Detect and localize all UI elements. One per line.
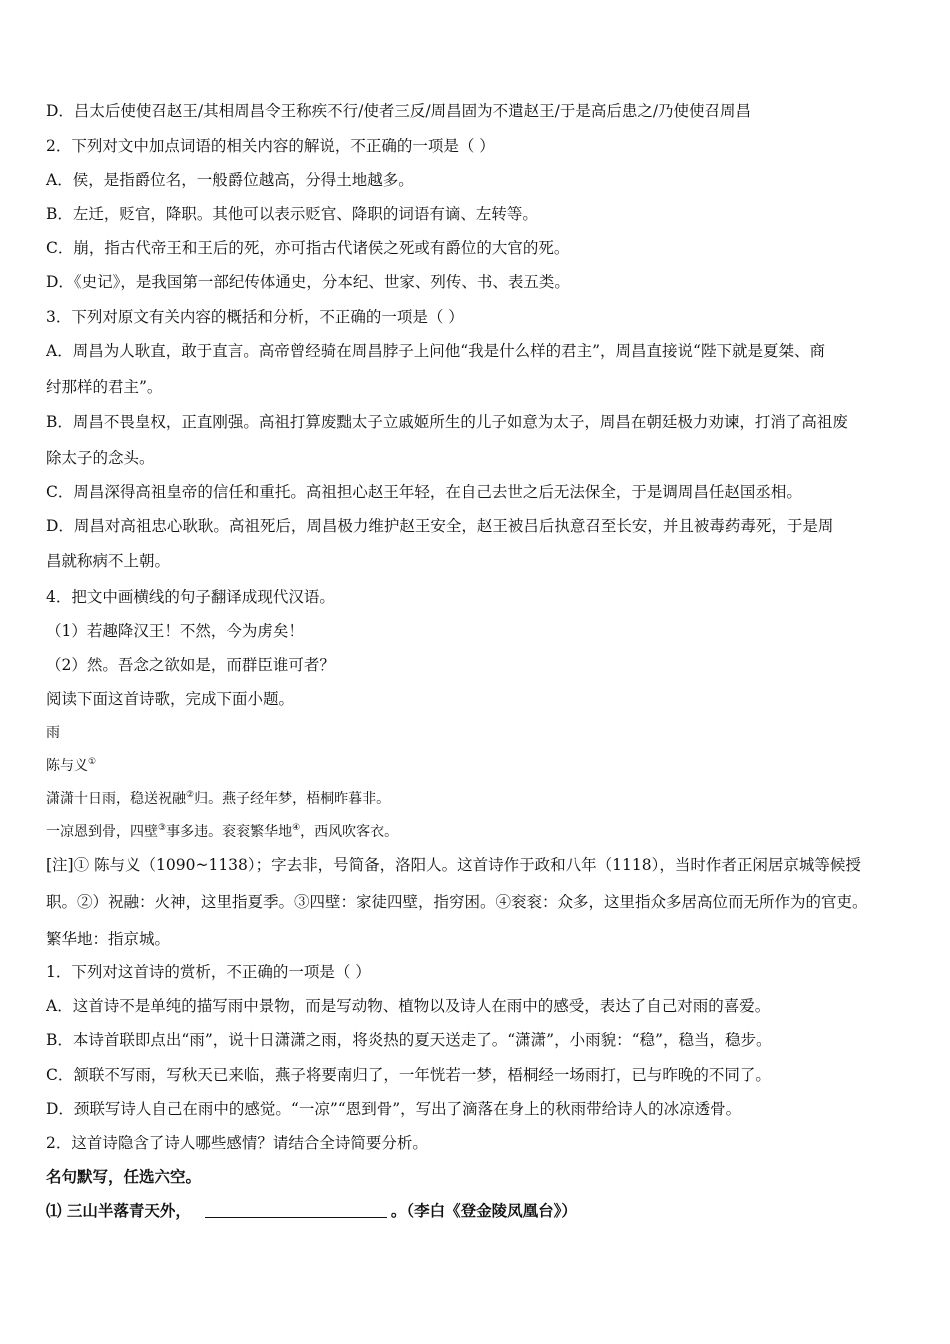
q4-sentence-1: （1）若趣降汉王！不然，今为虏矣！ — [46, 622, 304, 640]
q3-option-a-line2: 纣那样的君主”。 — [46, 378, 163, 396]
q3-option-d-line2: 昌就称病不上朝。 — [46, 552, 171, 570]
dictation-item-1: ⑴ 三山半落青天外， 。（李白《登金陵凤凰台》） — [46, 1201, 577, 1220]
pq1-option-c: C．颔联不写雨，写秋天已来临，燕子将要南归了，一年恍若一梦，梧桐经一场雨打，已与昨晚的不同了。 — [46, 1066, 771, 1084]
poem-author: 陈与义① — [46, 757, 97, 774]
q2-option-a: A．侯，是指爵位名，一般爵位越高，分得土地越多。 — [46, 171, 414, 189]
poem-notes-line3: 繁华地：指京城。 — [46, 930, 171, 948]
pq1-option-b: B．本诗首联即点出“雨”，说十日潇潇之雨，将炎热的夏天送走了。“潇潇”，小雨貌：“稳”，稳当，稳步。 — [46, 1031, 772, 1049]
poem-line-2: 一凉恩到骨，四壁③事多违。衮衮繁华地④，西风吹客衣。 — [46, 823, 399, 840]
q3-option-a-line1: A．周昌为人耿直，敢于直言。高帝曾经骑在周昌脖子上问他“我是什么样的君主”，周昌直接说“陛下就是夏桀、商 — [46, 342, 825, 360]
poem-instruction: 阅读下面这首诗歌，完成下面小题。 — [46, 690, 295, 708]
q4-sentence-2: （2）然。吾念之欲如是，而群臣谁可者？ — [46, 656, 335, 674]
pq1-option-a: A．这首诗不是单纯的描写雨中景物，而是写动物、植物以及诗人在雨中的感受，表达了自己对雨的喜爱。 — [46, 997, 771, 1015]
q3-option-b-line1: B．周昌不畏皇权，正直刚强。高祖打算废黜太子立戚姬所生的儿子如意为太子，周昌在朝廷极力劝谏，打消了高祖废 — [46, 413, 848, 431]
poem-question-1: 1．下列对这首诗的赏析，不正确的一项是（ ） — [46, 963, 371, 981]
question-3: 3．下列对原文有关内容的概括和分析，不正确的一项是（ ） — [46, 308, 464, 326]
q2-option-c: C．崩，指古代帝王和王后的死，亦可指古代诸侯之死或有爵位的大官的死。 — [46, 239, 570, 257]
answer-blank[interactable] — [205, 1203, 387, 1218]
q3-option-d-line1: D．周昌对高祖忠心耿耿。高祖死后，周昌极力维护赵王安全，赵王被吕后执意召至长安，并且被毒药毒死，于是周 — [46, 517, 834, 535]
poem-notes-line2: 职。②）祝融：火神，这里指夏季。③四壁：家徒四壁，指穷困。④衮衮：众多，这里指众多居高位而无所作为的官吏。 — [46, 893, 868, 911]
option-d-sentence-break: D．吕太后使使召赵王/其相周昌令王称疾不行/使者三反/周昌固为不遣赵王/于是高后患之/乃使使召周昌 — [46, 102, 752, 120]
question-2: 2．下列对文中加点词语的相关内容的解说，不正确的一项是（ ） — [46, 137, 495, 155]
q2-option-b: B．左迁，贬官，降职。其他可以表示贬官、降职的词语有谪、左转等。 — [46, 205, 538, 223]
poem-question-2: 2．这首诗隐含了诗人哪些感情？请结合全诗简要分析。 — [46, 1134, 428, 1152]
dictation-heading: 名句默写，任选六空。 — [46, 1167, 202, 1186]
q3-option-c: C．周昌深得高祖皇帝的信任和重托。高祖担心赵王年轻，在自己去世之后无法保全，于是调周昌任赵国丞相。 — [46, 483, 802, 501]
poem-line-1: 潇潇十日雨，稳送祝融②归。燕子经年梦，梧桐昨暮非。 — [46, 790, 391, 807]
poem-notes-line1: [注]① 陈与义（1090~1138）；字去非，号简备，洛阳人。这首诗作于政和八年（1118），当时作者正闲居京城等候授 — [46, 856, 861, 874]
q3-option-b-line2: 除太子的念头。 — [46, 449, 155, 467]
poem-title: 雨 — [46, 725, 60, 741]
q2-option-d: D．《史记》，是我国第一部纪传体通史，分本纪、世家、列传、书、表五类。 — [46, 273, 570, 291]
question-4: 4．把文中画横线的句子翻译成现代汉语。 — [46, 588, 335, 606]
pq1-option-d: D．颈联写诗人自己在雨中的感觉。“一凉”“恩到骨”，写出了滴落在身上的秋雨带给诗人的冰凉透骨。 — [46, 1100, 742, 1118]
